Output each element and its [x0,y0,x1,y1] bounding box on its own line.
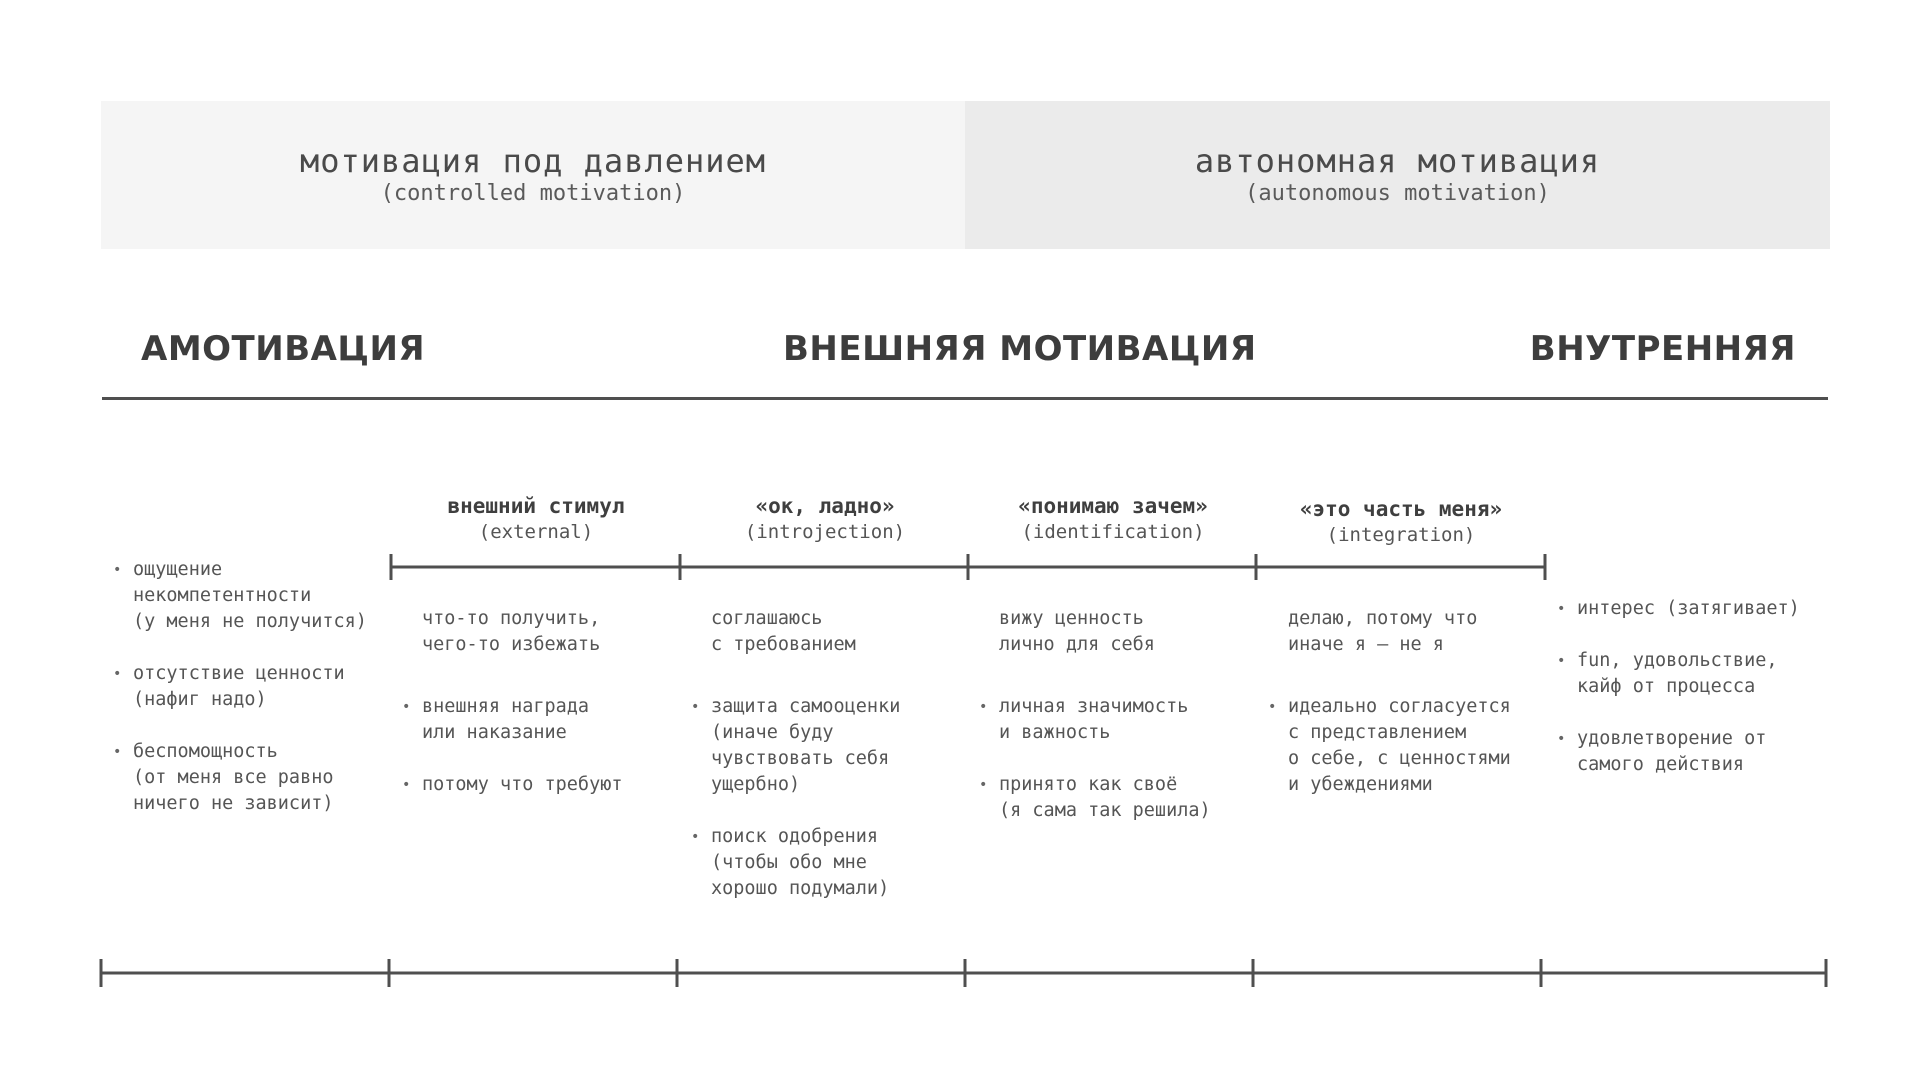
controlled-motivation-subtitle: (controlled motivation) [380,181,686,206]
list-item: • fun, удовольствие, кайф от процесса [1557,648,1800,700]
intrinsic-list [1557,596,1800,804]
list-item: • личная значимость и важность [979,694,1211,746]
column-description-introjection: соглашаюсь с требованием [711,608,856,655]
column-list-external [402,694,622,824]
heading-internal-motivation: ВНУТРЕННЯЯ [1529,329,1796,369]
column-subtitle-identification: (identification) [1021,521,1205,543]
column-description-external: что-то получить, чего-то избежать [422,608,601,655]
list-item: • потому что требуют [402,772,622,798]
list-item: • идеально согласуется с представлением о себе, с ценностями и убеждениями [1268,694,1511,798]
list-item: • интерес (затягивает) [1557,596,1800,622]
column-description-identification: вижу ценность лично для себя [999,608,1155,655]
list-item: • принято как своё (я сама так решила) [979,772,1211,824]
column-list-integration [1268,694,1511,824]
autonomous-motivation-title: автономная мотивация [1194,142,1601,180]
column-subtitle-integration: (integration) [1326,524,1476,546]
column-list-introjection [691,694,900,928]
list-item: • внешняя награда или наказание [402,694,622,746]
amotivation-list [113,557,367,843]
list-item: • отсутствие ценности (нафиг надо) [113,661,367,713]
list-item: • защита самооценки (иначе буду чувствовать себя ущербно) [691,694,900,798]
list-item: • удовлетворение от самого действия [1557,726,1800,778]
list-item: • ощущение некомпетентности (у меня не получится) [113,557,367,635]
column-title-identification: «понимаю зачем» [1018,494,1208,518]
autonomous-motivation-subtitle: (autonomous motivation) [1245,181,1550,206]
column-list-identification [979,694,1211,850]
column-title-external: внешний стимул [447,494,625,518]
column-title-integration: «это часть меня» [1299,497,1503,521]
list-item: • беспомощность (от меня все равно ничего не зависит) [113,739,367,817]
controlled-motivation-title: мотивация под давлением [299,142,767,180]
column-description-integration: делаю, потому что иначе я — не я [1288,608,1478,655]
list-item: • поиск одобрения (чтобы обо мне хорошо подумали) [691,824,900,902]
column-subtitle-introjection: (introjection) [744,521,906,543]
heading-amotivation: АМОТИВАЦИЯ [141,329,426,369]
column-subtitle-external: (external) [478,521,594,543]
column-title-introjection: «ок, ладно» [755,494,895,518]
heading-external-motivation: ВНЕШНЯЯ МОТИВАЦИЯ [783,329,1257,369]
